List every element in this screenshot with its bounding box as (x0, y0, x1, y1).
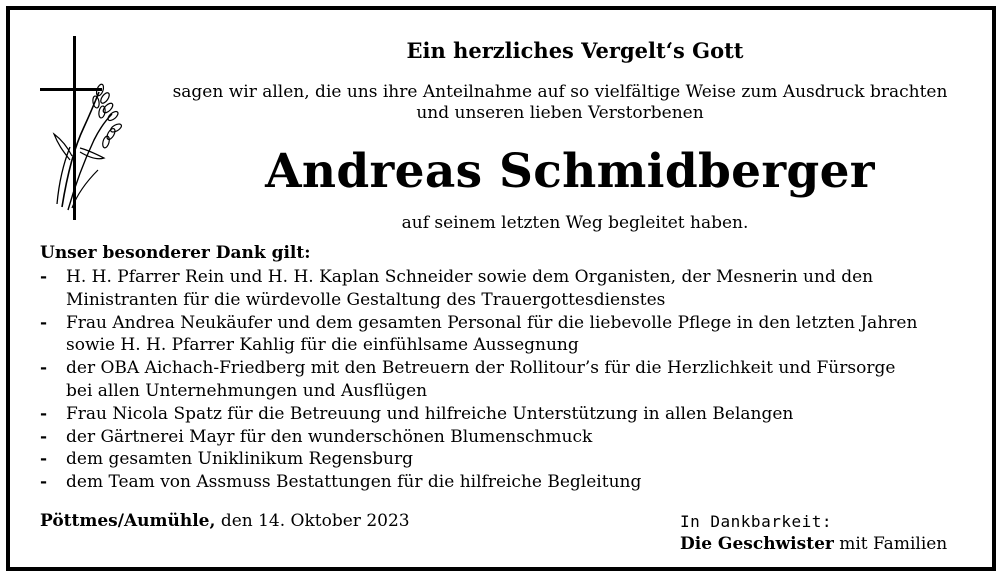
gratitude-label: In Dankbarkeit: (680, 512, 832, 531)
place: Pöttmes/Aumühle, (40, 511, 216, 531)
dash-icon: - (40, 403, 48, 424)
list-item (40, 266, 975, 312)
family-suffix: mit Familien (839, 534, 948, 554)
list-item (40, 471, 975, 494)
list-item (40, 357, 975, 403)
list-item-line: sowie H. H. Pfarrer Kahlig für die einfühlsame Aussegnung (66, 335, 579, 356)
obituary-card (6, 6, 996, 571)
list-item-line: H. H. Pfarrer Rein und H. H. Kaplan Schneider sowie dem Organisten, der Mesnerin und den (66, 267, 874, 287)
intro-text (140, 82, 980, 124)
place-date (40, 510, 410, 532)
date: den 14. Oktober 2023 (220, 511, 410, 531)
thanks-heading: Unser besonderer Dank gilt: (40, 243, 311, 263)
dash-icon: - (40, 472, 48, 493)
list-item-line: Frau Nicola Spatz für die Betreuung und hilfreiche Unterstützung in allen Belangen (66, 403, 794, 424)
heading: Ein herzliches Vergelt‘s Gott (406, 38, 744, 63)
dash-icon: - (40, 426, 48, 447)
list-item-line: dem gesamten Uniklinikum Regensburg (66, 449, 413, 470)
list-item-line: der OBA Aichach-Friedberg mit den Betreuern der Rollitour’s für die Herzlichkeit und Fürsorge (66, 358, 896, 379)
closing-text: auf seinem letzten Weg begleitet haben. (401, 213, 749, 233)
signoff (680, 510, 947, 556)
list-item-line: der Gärtnerei Mayr für den wunderschönen Blumenschmuck (66, 426, 593, 447)
deceased-name: Andreas Schmidberger (265, 144, 875, 199)
signoff-family (680, 533, 947, 556)
thanks-list (40, 266, 975, 494)
intro-line: und unseren lieben Verstorbenen (416, 103, 704, 123)
family-name: Die Geschwister (680, 534, 834, 554)
list-item (40, 426, 975, 449)
list-item-line: bei allen Unternehmungen und Ausflügen (66, 380, 428, 401)
list-item-line: Ministranten für die würdevolle Gestaltung des Trauergottesdienstes (66, 289, 666, 310)
list-item-line: dem Team von Assmuss Bestattungen für die hilfreiche Begleitung (66, 472, 642, 493)
dash-icon: - (40, 449, 48, 470)
list-item (40, 403, 975, 426)
dash-icon: - (40, 358, 48, 379)
dash-icon: - (40, 312, 48, 333)
list-item (40, 312, 975, 358)
list-item-line: Frau Andrea Neukäufer und dem gesamten Personal für die liebevolle Pflege in den letzten Jahren (66, 312, 918, 333)
intro-line: sagen wir allen, die uns ihre Anteilnahme auf so vielfältige Weise zum Ausdruck brachten (172, 82, 948, 102)
dash-icon: - (40, 267, 48, 287)
cross-with-grass-icon (32, 32, 132, 222)
list-item (40, 448, 975, 471)
